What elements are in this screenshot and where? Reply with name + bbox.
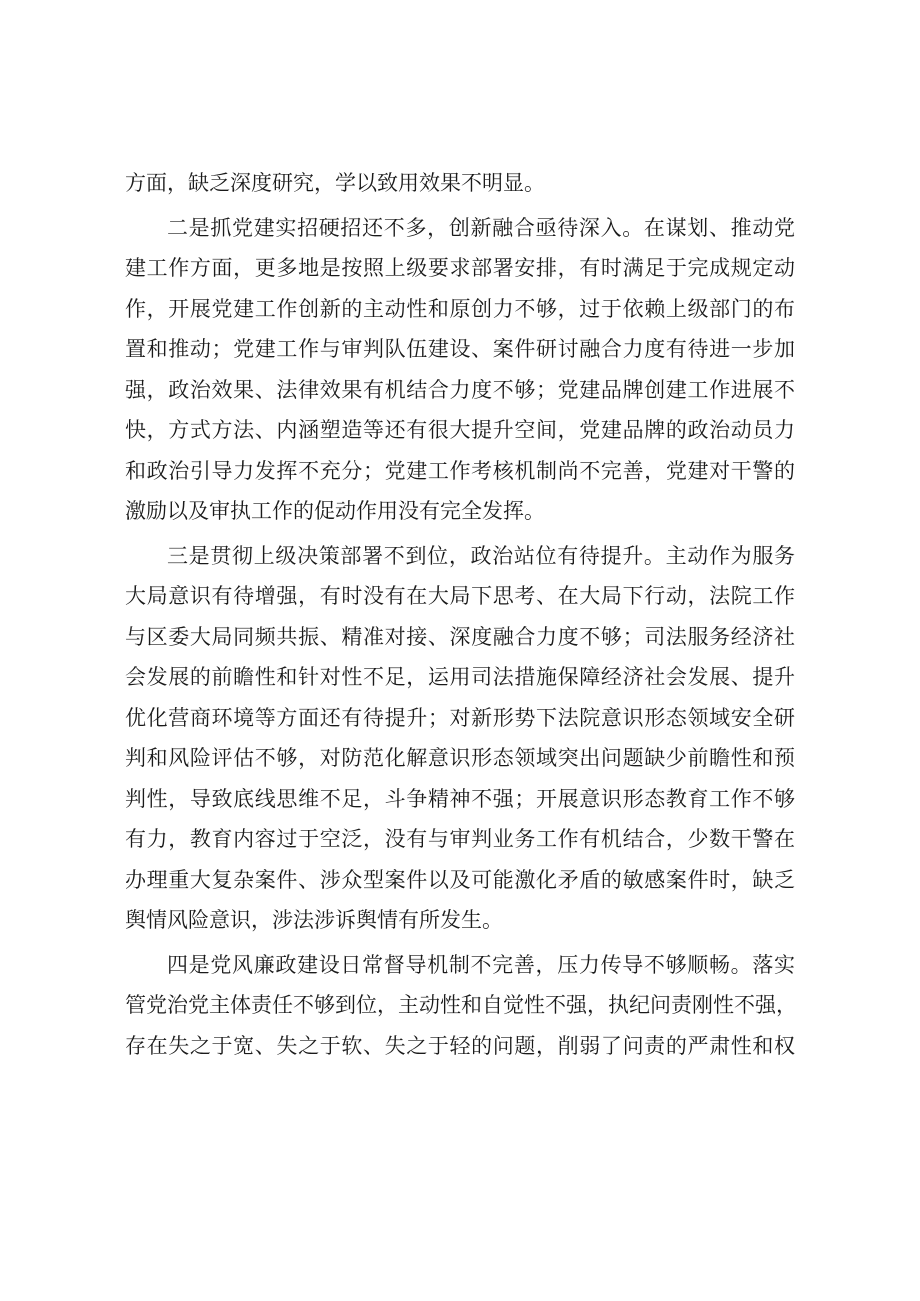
text-line: 与区委大局同频共振、精准对接、深度融合力度不够；司法服务经济社 [125, 624, 795, 649]
text-line: 会发展的前瞻性和针对性不足，运用司法措施保障经济社会发展、提升 [125, 665, 795, 689]
text-line: 优化营商环境等方面还有待提升；对新形势下法院意识形态领域安全研 [125, 705, 795, 730]
document-body [125, 163, 795, 1066]
text-line: 四是党风廉政建设日常督导机制不完善，压力传导不够顺畅。落实 [167, 952, 795, 977]
text-line: 激励以及审执工作的促动作用没有完全发挥。 [125, 499, 545, 523]
text-line: 管党治党主体责任不够到位，主动性和自觉性不强，执纪问责刚性不强， [125, 993, 797, 1017]
text-line: 强，政治效果、法律效果有机结合力度不够；党建品牌创建工作进展不 [125, 377, 795, 402]
text-line: 有力，教育内容过于空泛，没有与审判业务工作有机结合，少数干警在 [125, 827, 795, 851]
text-line: 判和风险评估不够，对防范化解意识形态领域突出问题缺少前瞻性和预 [125, 746, 795, 770]
paragraph [125, 536, 795, 941]
text-line: 方面，缺乏深度研究，学以致用效果不明显。 [125, 171, 545, 195]
text-line: 和政治引导力发挥不充分；党建工作考核机制尚不完善，党建对干警的 [125, 458, 795, 483]
text-line: 大局意识有待增强，有时没有在大局下思考、在大局下行动，法院工作 [125, 584, 795, 608]
text-line: 二是抓党建实招硬招还不多，创新融合亟待深入。在谋划、推动党 [167, 215, 795, 240]
text-line: 舆情风险意识，涉法涉诉舆情有所发生。 [125, 908, 503, 932]
text-line: 判性，导致底线思维不足，斗争精神不强；开展意识形态教育工作不够 [125, 786, 795, 811]
text-line: 办理重大复杂案件、涉众型案件以及可能激化矛盾的敏感案件时，缺乏 [125, 867, 795, 892]
text-line: 存在失之于宽、失之于软、失之于轻的问题，削弱了问责的严肃性和权 [125, 1033, 795, 1058]
text-line: 置和推动；党建工作与审判队伍建设、案件研讨融合力度有待进一步加 [125, 337, 795, 361]
text-line: 作，开展党建工作创新的主动性和原创力不够，过于依赖上级部门的布 [125, 296, 795, 321]
text-line: 快，方式方法、内涵塑造等还有很大提升空间，党建品牌的政治动员力 [125, 418, 795, 442]
paragraph [125, 945, 795, 1067]
paragraph [125, 208, 795, 532]
text-line: 建工作方面，更多地是按照上级要求部署安排，有时满足于完成规定动 [125, 256, 795, 280]
paragraph [125, 163, 795, 204]
text-line: 三是贯彻上级决策部署不到位，政治站位有待提升。主动作为服务 [167, 543, 795, 568]
